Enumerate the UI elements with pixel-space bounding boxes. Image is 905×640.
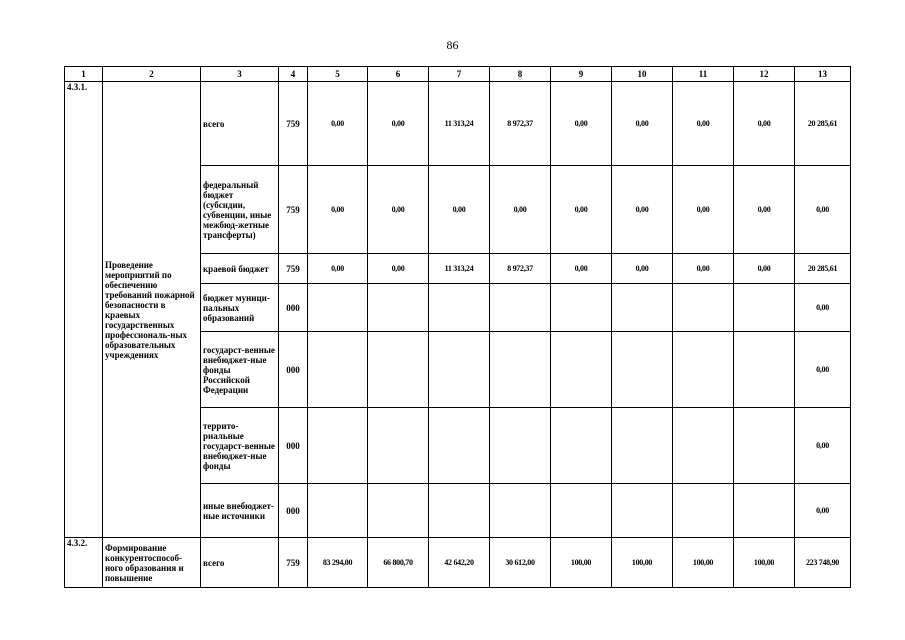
item-code: 4.3.1.: [65, 82, 103, 538]
value-cell: [368, 332, 429, 408]
grbs-code: 000: [279, 408, 308, 484]
value-cell: [734, 408, 795, 484]
value-cell: [429, 284, 490, 332]
value-cell: 0,00: [795, 484, 851, 538]
value-cell: 100,00: [551, 538, 612, 588]
value-cell: [308, 284, 368, 332]
value-cell: 11 313,24: [429, 82, 490, 166]
column-header: 12: [734, 67, 795, 82]
value-cell: 223 748,90: [795, 538, 851, 588]
value-cell: 0,00: [795, 284, 851, 332]
funding-source: бюджет муници-пальных образований: [201, 284, 279, 332]
value-cell: [673, 484, 734, 538]
column-header: 3: [201, 67, 279, 82]
value-cell: 0,00: [612, 254, 673, 284]
value-cell: [429, 484, 490, 538]
value-cell: [308, 332, 368, 408]
value-cell: 0,00: [795, 166, 851, 254]
value-cell: 20 285,61: [795, 254, 851, 284]
value-cell: 0,00: [612, 166, 673, 254]
funding-source: террито-риальные государст-венные внебюджет-ные фонды: [201, 408, 279, 484]
value-cell: 100,00: [673, 538, 734, 588]
value-cell: 0,00: [551, 82, 612, 166]
value-cell: 0,00: [673, 254, 734, 284]
value-cell: [368, 484, 429, 538]
funding-source: иные внебюджет-ные источники: [201, 484, 279, 538]
value-cell: 0,00: [734, 82, 795, 166]
value-cell: [673, 332, 734, 408]
column-header: 11: [673, 67, 734, 82]
funding-source: всего: [201, 82, 279, 166]
table-row: [65, 538, 851, 588]
value-cell: [308, 484, 368, 538]
column-header: 5: [308, 67, 368, 82]
value-cell: 100,00: [612, 538, 673, 588]
value-cell: 8 972,37: [490, 254, 551, 284]
item-name: Формирование конкурентоспособ-ного образования и повышение: [103, 538, 201, 588]
column-header: 6: [368, 67, 429, 82]
value-cell: [612, 332, 673, 408]
value-cell: [673, 408, 734, 484]
column-header: 1: [65, 67, 103, 82]
value-cell: 0,00: [673, 166, 734, 254]
value-cell: [551, 408, 612, 484]
value-cell: 11 313,24: [429, 254, 490, 284]
value-cell: 42 642,20: [429, 538, 490, 588]
column-header: 4: [279, 67, 308, 82]
grbs-code: 759: [279, 82, 308, 166]
column-header: 10: [612, 67, 673, 82]
budget-table: [64, 66, 851, 588]
value-cell: [612, 484, 673, 538]
column-header: 9: [551, 67, 612, 82]
value-cell: 20 285,61: [795, 82, 851, 166]
header-row: [65, 67, 851, 82]
value-cell: [429, 408, 490, 484]
grbs-code: 000: [279, 484, 308, 538]
value-cell: 100,00: [734, 538, 795, 588]
value-cell: 66 800,70: [368, 538, 429, 588]
column-header: 7: [429, 67, 490, 82]
grbs-code: 759: [279, 538, 308, 588]
funding-source: федеральный бюджет (субсидии, субвенции, иные межбюд-жетные трансферты): [201, 166, 279, 254]
value-cell: 0,00: [734, 166, 795, 254]
column-header: 2: [103, 67, 201, 82]
grbs-code: 000: [279, 284, 308, 332]
value-cell: 83 294,00: [308, 538, 368, 588]
value-cell: 0,00: [368, 82, 429, 166]
value-cell: [734, 284, 795, 332]
value-cell: 0,00: [795, 332, 851, 408]
value-cell: 0,00: [429, 166, 490, 254]
value-cell: 8 972,37: [490, 82, 551, 166]
column-header: 8: [490, 67, 551, 82]
value-cell: [551, 284, 612, 332]
value-cell: [490, 484, 551, 538]
value-cell: [368, 284, 429, 332]
value-cell: 0,00: [308, 254, 368, 284]
value-cell: [490, 284, 551, 332]
value-cell: 0,00: [368, 166, 429, 254]
value-cell: 0,00: [551, 254, 612, 284]
page-number: 86: [446, 38, 459, 52]
item-code: 4.3.2.: [65, 538, 103, 588]
funding-source: государст-венные внебюджет-ные фонды Российской Федерации: [201, 332, 279, 408]
value-cell: 0,00: [490, 166, 551, 254]
value-cell: 0,00: [308, 82, 368, 166]
value-cell: 0,00: [795, 408, 851, 484]
item-name: Проведение мероприятий по обеспечению требований пожарной безопасности в краевых государственных профессиональ-ных образовательных учреждениях: [103, 82, 201, 538]
funding-source: всего: [201, 538, 279, 588]
grbs-code: 759: [279, 254, 308, 284]
value-cell: [734, 484, 795, 538]
value-cell: [551, 332, 612, 408]
value-cell: 0,00: [308, 166, 368, 254]
value-cell: 0,00: [368, 254, 429, 284]
value-cell: [734, 332, 795, 408]
value-cell: 0,00: [673, 82, 734, 166]
value-cell: [368, 408, 429, 484]
grbs-code: 759: [279, 166, 308, 254]
value-cell: [490, 332, 551, 408]
value-cell: [308, 408, 368, 484]
table-row: [65, 82, 851, 166]
value-cell: 0,00: [551, 166, 612, 254]
value-cell: 0,00: [734, 254, 795, 284]
value-cell: [612, 284, 673, 332]
funding-source: краевой бюджет: [201, 254, 279, 284]
grbs-code: 000: [279, 332, 308, 408]
value-cell: 30 612,00: [490, 538, 551, 588]
column-header: 13: [795, 67, 851, 82]
value-cell: [551, 484, 612, 538]
value-cell: [673, 284, 734, 332]
value-cell: [429, 332, 490, 408]
value-cell: 0,00: [612, 82, 673, 166]
value-cell: [612, 408, 673, 484]
value-cell: [490, 408, 551, 484]
